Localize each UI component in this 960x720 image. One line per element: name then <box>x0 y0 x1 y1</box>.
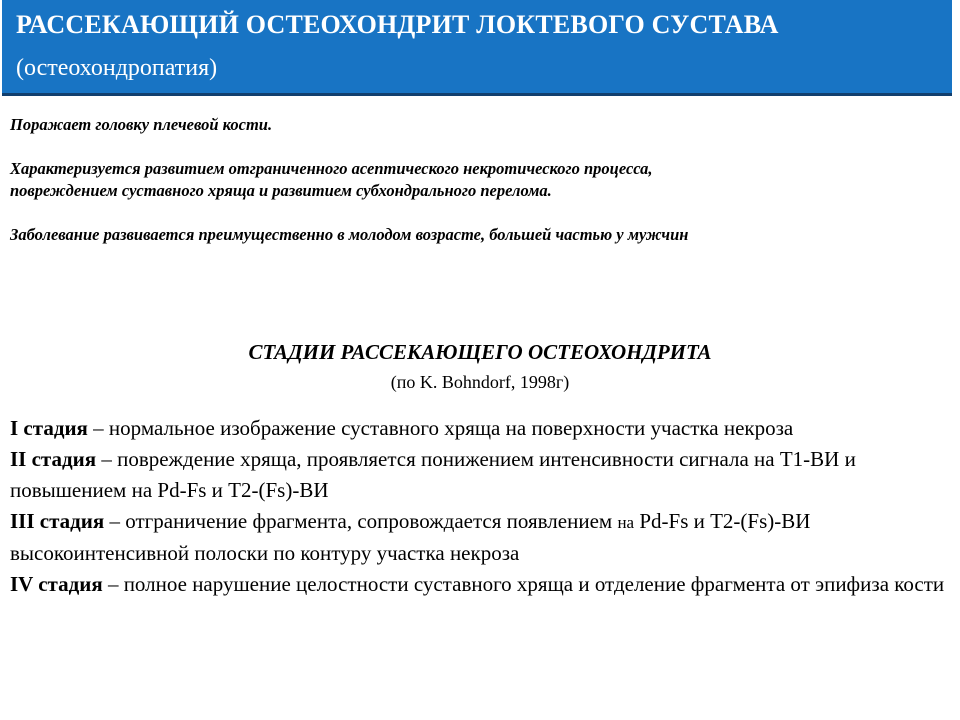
stage-label: II стадия <box>10 447 97 471</box>
stage-description: – нормальное изображение суставного хряща на поверхности участка некроза <box>87 416 794 440</box>
stage-description: – повреждение хряща, проявляется понижением интенсивности сигнала на Т1-ВИ и повышением на Pd-Fs и Т2-(Fs)-ВИ <box>10 447 856 502</box>
title-banner <box>2 0 952 96</box>
stage-item <box>10 569 945 600</box>
stage-description: – полное нарушение целостности суставного хряща и отделение фрагмента от эпифиза кости <box>102 572 945 596</box>
stage-item <box>10 413 945 444</box>
stage-description: Pd-Fs и Т2-(Fs)-ВИ высокоинтенсивной полоски по контуру участка некроза <box>10 509 811 565</box>
stage-label: III стадия <box>10 509 105 533</box>
stages-list <box>10 413 945 600</box>
stage-item <box>10 444 945 506</box>
intro-paragraph: Заболевание развивается преимущественно в молодом возрасте, большей частью у мужчин <box>10 225 689 244</box>
stage-description: – отграничение фрагмента, сопровождается появлением <box>104 509 618 533</box>
intro-paragraph: Поражает головку плечевой кости. <box>10 115 273 134</box>
stage-description-small: на <box>617 513 635 532</box>
stage-item <box>10 506 945 569</box>
intro-text <box>10 114 710 268</box>
intro-paragraph: Характеризуется развитием отграниченного асептического некротического процесса, повреждением суставного хряща и развитием субхондрального перелома. <box>10 159 653 200</box>
stages-heading: СТАДИИ РАССЕКАЮЩЕГО ОСТЕОХОНДРИТА <box>248 340 712 364</box>
slide-subtitle: (остеохондропатия) <box>16 55 218 81</box>
slide-title: РАССЕКАЮЩИЙ ОСТЕОХОНДРИТ ЛОКТЕВОГО СУСТАВА <box>16 10 779 39</box>
stage-label: I стадия <box>10 416 88 440</box>
stages-source: (по K. Bohndorf, 1998г) <box>390 372 570 392</box>
stage-label: IV стадия <box>10 572 103 596</box>
